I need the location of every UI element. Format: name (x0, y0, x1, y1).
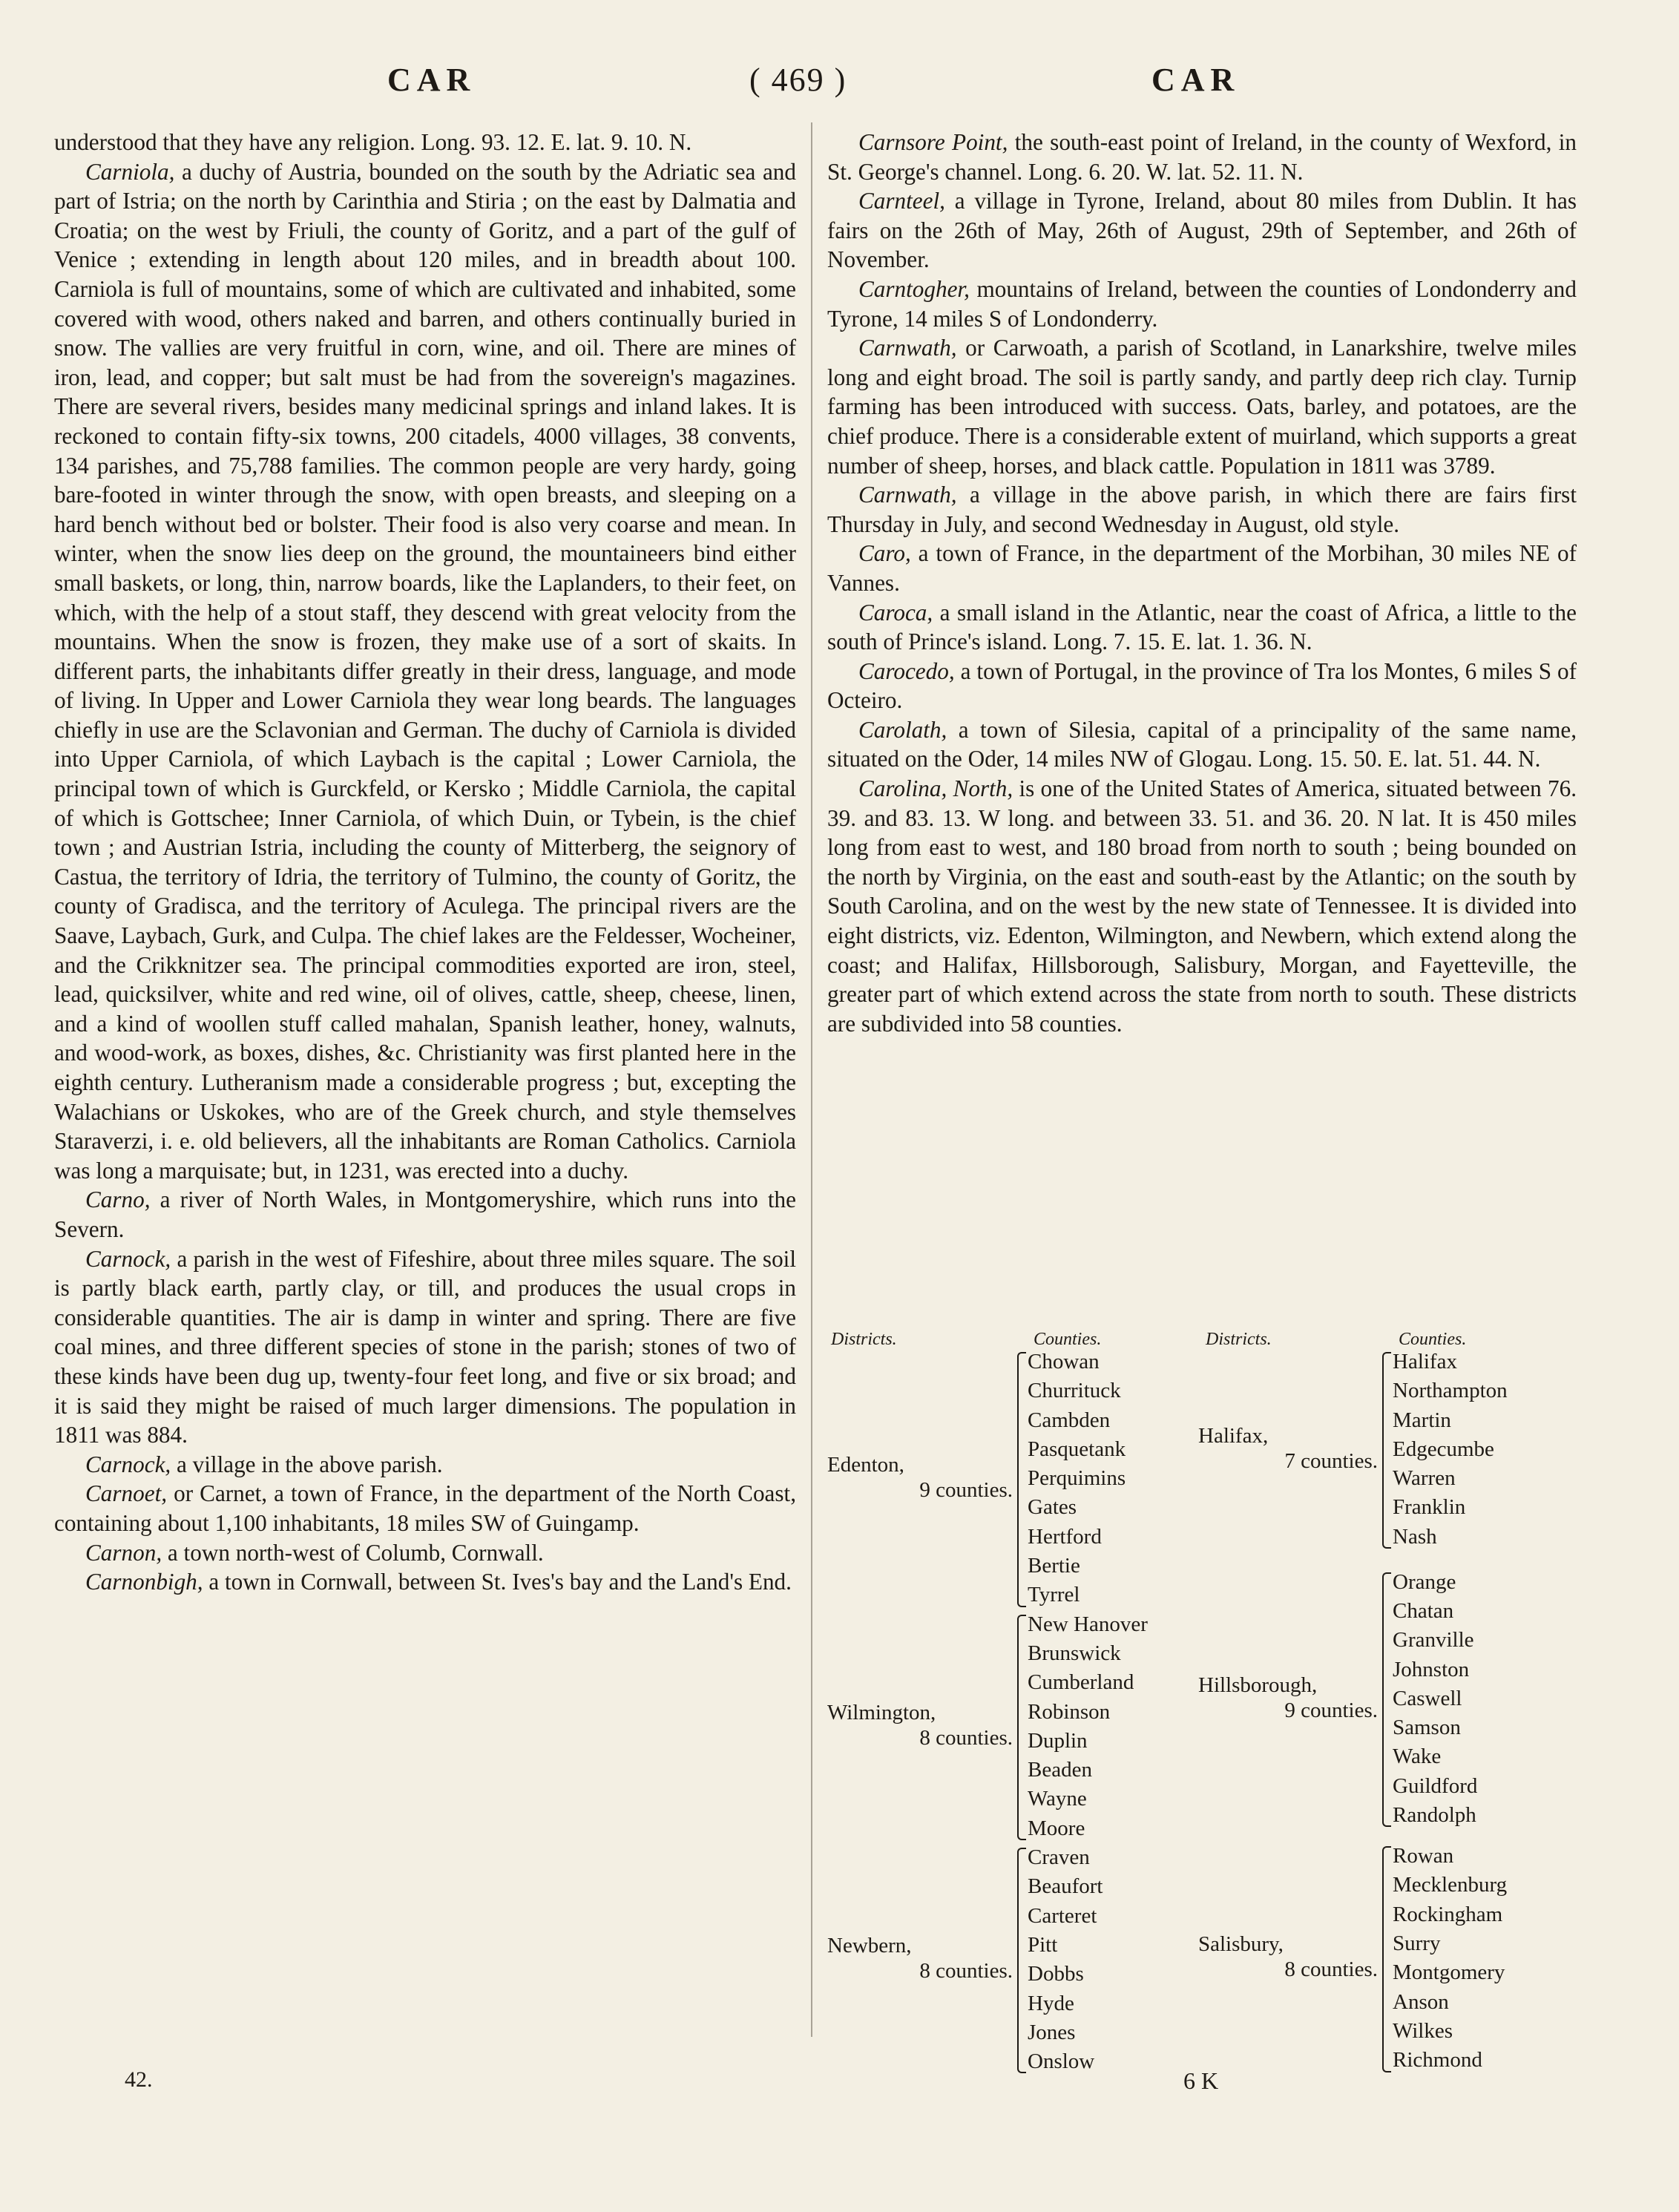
district-group (827, 1568, 1577, 1831)
county-name: Pasquetank (1028, 1437, 1126, 1461)
county-name: Wilkes (1393, 2018, 1453, 2043)
county-name: Franklin (1393, 1495, 1466, 1520)
headword: Carniola, (85, 158, 175, 185)
entry-carnwath-village: Carnwath, a village in the above parish, in which there are fairs first Thursday in July, and second Wednesday in August, old style. (827, 482, 1577, 537)
district-name (1198, 1673, 1378, 1723)
county-name: Randolph (1393, 1803, 1476, 1828)
district-group (827, 1348, 1577, 1552)
county-list (1393, 1348, 1508, 1552)
county-name: Chowan (1028, 1350, 1100, 1374)
county-name: Churrituck (1028, 1379, 1121, 1403)
entry: understood that they have any religion. Long. 93. 12. E. lat. 9. 10. N. (54, 129, 692, 155)
district-name (1198, 1423, 1378, 1474)
county-name: Anson (1393, 1989, 1449, 2014)
county-name: Halifax (1393, 1350, 1457, 1374)
county-count: 9 counties. (919, 1477, 1013, 1502)
entry-carnsore-point: Carnsore Point, the south-east point of Ireland, in the county of Wexford, in St. George's channel. Long. 6. 20. W. lat. 52. 11. N. (827, 129, 1577, 185)
entry-carnock: Carnock, a parish in the west of Fifeshire, about three miles square. The soil is partly black earth, partly clay, or till, and produces the usual crops in considerable quantities. The air is damp in winter and spring. There are five coal mines, and three different species of stone in the parish; stones of two of these kinds have been dug up, twenty-four feet long, and five or six broad; and it is said they might be raised of much larger dimensions. The population in 1811 was 884. (54, 1245, 796, 1448)
running-head-left: CAR (387, 62, 476, 98)
county-list (1393, 1842, 1507, 2075)
county-name: Mecklenburg (1393, 1873, 1508, 1897)
entry-carniola (54, 157, 796, 1186)
entry-carnock-village: Carnock, a village in the above parish. (85, 1451, 443, 1477)
county-name: Robinson (1028, 1699, 1111, 1724)
county-name: Jones (1028, 2020, 1076, 2044)
entry-carnteel: Carnteel, a village in Tyrone, Ireland, about 80 miles from Dublin. It has fairs on the 26th of May, 26th of August, 29th of September, and 26th of November. (827, 188, 1577, 273)
county-name: Northampton (1393, 1379, 1508, 1403)
county-name: New Hanover (1028, 1612, 1148, 1636)
entry-carnwath: Carnwath, or Carwoath, a parish of Scotland, in Lanarkshire, twelve miles long and eight broad. The soil is partly sandy, and partly deep rich clay. Turnip farming has been introduced with success. Oats, barley, and potatoes, are the chief produce. There is a considerable extent of muirland, which supports a great number of sheep, horses, and black cattle. Population in 1811 was 3789. (827, 335, 1577, 479)
entry-carocedo: Carocedo, a town of Portugal, in the province of Tra los Montes, 6 miles S of Octeiro. (827, 657, 1577, 714)
county-name: Granville (1393, 1628, 1474, 1653)
county-name: Chatan (1393, 1599, 1454, 1623)
entry-carnoet: Carnoet, or Carnet, a town of France, in the department of the North Coast, containing about 1,100 inhabitants, 18 miles SW of Guingamp. (54, 1480, 796, 1536)
county-name: Samson (1393, 1716, 1461, 1740)
entry-caroca: Caroca, a small island in the Atlantic, near the coast of Africa, a little to the south of Prince's island. Long. 7. 15. E. lat. 1. 36. N. (827, 599, 1577, 655)
district-label: Hillsborough, (1198, 1673, 1318, 1697)
county-name: Hertford (1028, 1524, 1102, 1549)
county-name: Craven (1028, 1845, 1090, 1870)
table-header-counties: Counties. (1399, 1330, 1467, 1349)
county-name: Tyrrel (1028, 1583, 1080, 1607)
county-name: Edgecumbe (1393, 1437, 1494, 1461)
county-name: Dobbs (1028, 1962, 1084, 1986)
catchword: 6 K (1183, 2067, 1219, 2094)
district-group (827, 1842, 1577, 2075)
county-name: Surry (1393, 1932, 1441, 1956)
districts-table (827, 1325, 1577, 2097)
district-label: Salisbury, (1198, 1932, 1284, 1957)
entry-carnon: Carnon, a town north-west of Columb, Cornwall. (85, 1539, 544, 1566)
county-name: Guildford (1393, 1773, 1478, 1798)
county-name: Richmond (1393, 2048, 1482, 2072)
table-header-districts: Districts. (1206, 1330, 1272, 1349)
county-name: Orange (1393, 1569, 1456, 1594)
signature-mark: 42. (125, 2067, 153, 2092)
brace (1382, 1572, 1391, 1828)
right-column (827, 128, 1577, 1038)
county-name: Beaden (1028, 1758, 1092, 1782)
brace (1382, 1846, 1391, 2072)
entry-caro: Caro, a town of France, in the department of the Morbihan, 30 miles NE of Vannes. (827, 540, 1577, 596)
district-label: Wilmington, (827, 1700, 936, 1724)
county-count: 7 counties. (1284, 1448, 1378, 1473)
county-name: Brunswick (1028, 1641, 1121, 1665)
county-name: Wake (1393, 1745, 1442, 1769)
entry-carno: Carno, a river of North Wales, in Montgomeryshire, which runs into the Severn. (54, 1187, 796, 1242)
page-number: ( 469 ) (749, 62, 847, 98)
district-label: Halifax, (1198, 1423, 1269, 1448)
county-count: 8 counties. (919, 1959, 1013, 1983)
county-name: Rowan (1393, 1844, 1454, 1868)
county-name: Cumberland (1028, 1670, 1134, 1695)
county-name: Carteret (1028, 1903, 1097, 1928)
column-divider (811, 122, 812, 2037)
county-name: Caswell (1393, 1686, 1462, 1710)
county-list (1393, 1568, 1477, 1831)
county-name: Cambden (1028, 1408, 1111, 1432)
county-name: Johnston (1393, 1657, 1470, 1681)
entry-text: a duchy of Austria, bounded on the south by the Adriatic sea and part of Istria; on the north by Carinthia and Stiria ; on the east by Dalmatia and Croatia; on the west by Friuli, the county of Goritz, and a part of the gulf of Venice ; extending in length about 120 miles, and in breadth about 100. Carniola is full of mountains, some of which are cultivated and inhabited, some covered with wood, others naked and barren, and others continually buried in snow. The vallies are very fruitful in corn, wine, and oil. There are mines of iron, lead, and copper; but salt must be had from the sovereign's magazines. There are several rivers, besides many medicinal springs and inland lakes. It is reckoned to contain fifty-six towns, 200 citadels, 4000 villages, 38 convents, 134 parishes, and 75,788 families. The common people are very hardy, going bare-footed in winter through the snow, with open breasts, and sleeping on a hard bench without bed or bolster. Their food is also very coarse and mean. In winter, when the snow lies deep on the ground, the mountaineers bind either small baskets, or long, thin, narrow boards, like the Laplanders, to their feet, on which, with the help of a stout staff, they descend with great velocity from the mountains. When the snow is frozen, they make use of a sort of skaits. In different parts, the inhabitants differ greatly in their dress, language, and mode of living. In Upper and Lower Carniola they wear long beards. The languages chiefly in use are the Sclavonian and German. The duchy of Carniola is divided into Upper Carniola, of which Laybach is the capital ; Lower Carniola, the principal town of which is Gurckfeld, or Kersko ; Middle Carniola, the capital of which is Gottschee; Inner Carniola, of which Duin, or Tybein, is the chief town ; and Austrian Istria, including the county of Mitterberg, the seignory of Castua, the territory of Idria, the territory of Tulmino, the county of Goritz, the county of Gradisca, and the territory of Aculega. The principal rivers are the Saave, Laybach, Gurk, and Culpa. The chief lakes are the Feldesser, Wocheiner, and the Crikknitzer sea. The principal commodities exported are iron, steel, lead, quicksilver, white and red wine, oil of olives, cattle, sheep, cheese, linen, and a kind of woollen stuff called mahalan, Spanish leather, honey, walnuts, and wood-work, as boxes, dishes, &c. Christianity was first planted here in the eighth century. Lutheranism made a considerable progress ; but, excepting the Walachians or Uskokes, who are of the Greek church, and style themselves Staraverzi, i. e. old believers, all the inhabitants are Roman Catholics. Carniola was long a marquisate; but, in 1231, was erected into a duchy. (54, 158, 796, 1184)
county-name: Nash (1393, 1524, 1437, 1549)
county-name: Montgomery (1393, 1960, 1505, 1985)
entry-carntogher: Carntogher, mountains of Ireland, between the counties of Londonderry and Tyrone, 14 miles S of Londonderry. (827, 275, 1577, 332)
table-header-counties: Counties. (1034, 1330, 1102, 1349)
district-label: Edenton, (827, 1452, 904, 1477)
county-name: Wayne (1028, 1787, 1087, 1811)
entry-carolath: Carolath, a town of Silesia, capital of a principality of the same name, situated on the Oder, 14 miles NW of Glogau. Long. 15. 50. E. lat. 51. 44. N. (827, 716, 1577, 772)
entry-carolina-north: Carolina, North, is one of the United States of America, situated between 76. 39. and 83. 13. W long. and between 33. 51. and 36. 20. N lat. It is 450 miles long from east to west, and 180 broad from north to south ; being bounded on the north by Virginia, on the east and south-east by the Atlantic; on the south by South Carolina, and on the west by the new state of Tennessee. It is divided into eight districts, viz. Edenton, Wilmington, and Newbern, which extend along the coast; and Halifax, Hillsborough, Salisbury, Morgan, and Fayetteville, the greater part of which extend across the state from north to south. These districts are subdivided into 58 counties. (827, 775, 1577, 1037)
left-column (54, 128, 796, 1597)
county-name: Moore (1028, 1816, 1085, 1840)
county-count: 9 counties. (1284, 1698, 1378, 1722)
county-count: 8 counties. (1284, 1957, 1378, 1982)
county-name: Hyde (1028, 1991, 1074, 2015)
county-name: Gates (1028, 1495, 1077, 1520)
district-name (1198, 1932, 1378, 1982)
brace (1382, 1352, 1391, 1549)
county-name: Rockingham (1393, 1902, 1503, 1926)
county-name: Beaufort (1028, 1874, 1103, 1899)
running-head-right: CAR (1151, 62, 1241, 98)
table-header-districts: Districts. (831, 1330, 897, 1349)
entry-carnonbigh: Carnonbigh, a town in Cornwall, between St. Ives's bay and the Land's End. (85, 1569, 792, 1595)
county-name: Perquimins (1028, 1466, 1126, 1491)
county-name: Onslow (1028, 2049, 1095, 2074)
county-name: Martin (1393, 1408, 1451, 1432)
county-count: 8 counties. (919, 1725, 1013, 1750)
district-label: Newbern, (827, 1934, 912, 1958)
county-name: Warren (1393, 1466, 1456, 1491)
county-name: Duplin (1028, 1728, 1088, 1753)
county-name: Pitt (1028, 1932, 1058, 1957)
county-name: Bertie (1028, 1554, 1080, 1578)
